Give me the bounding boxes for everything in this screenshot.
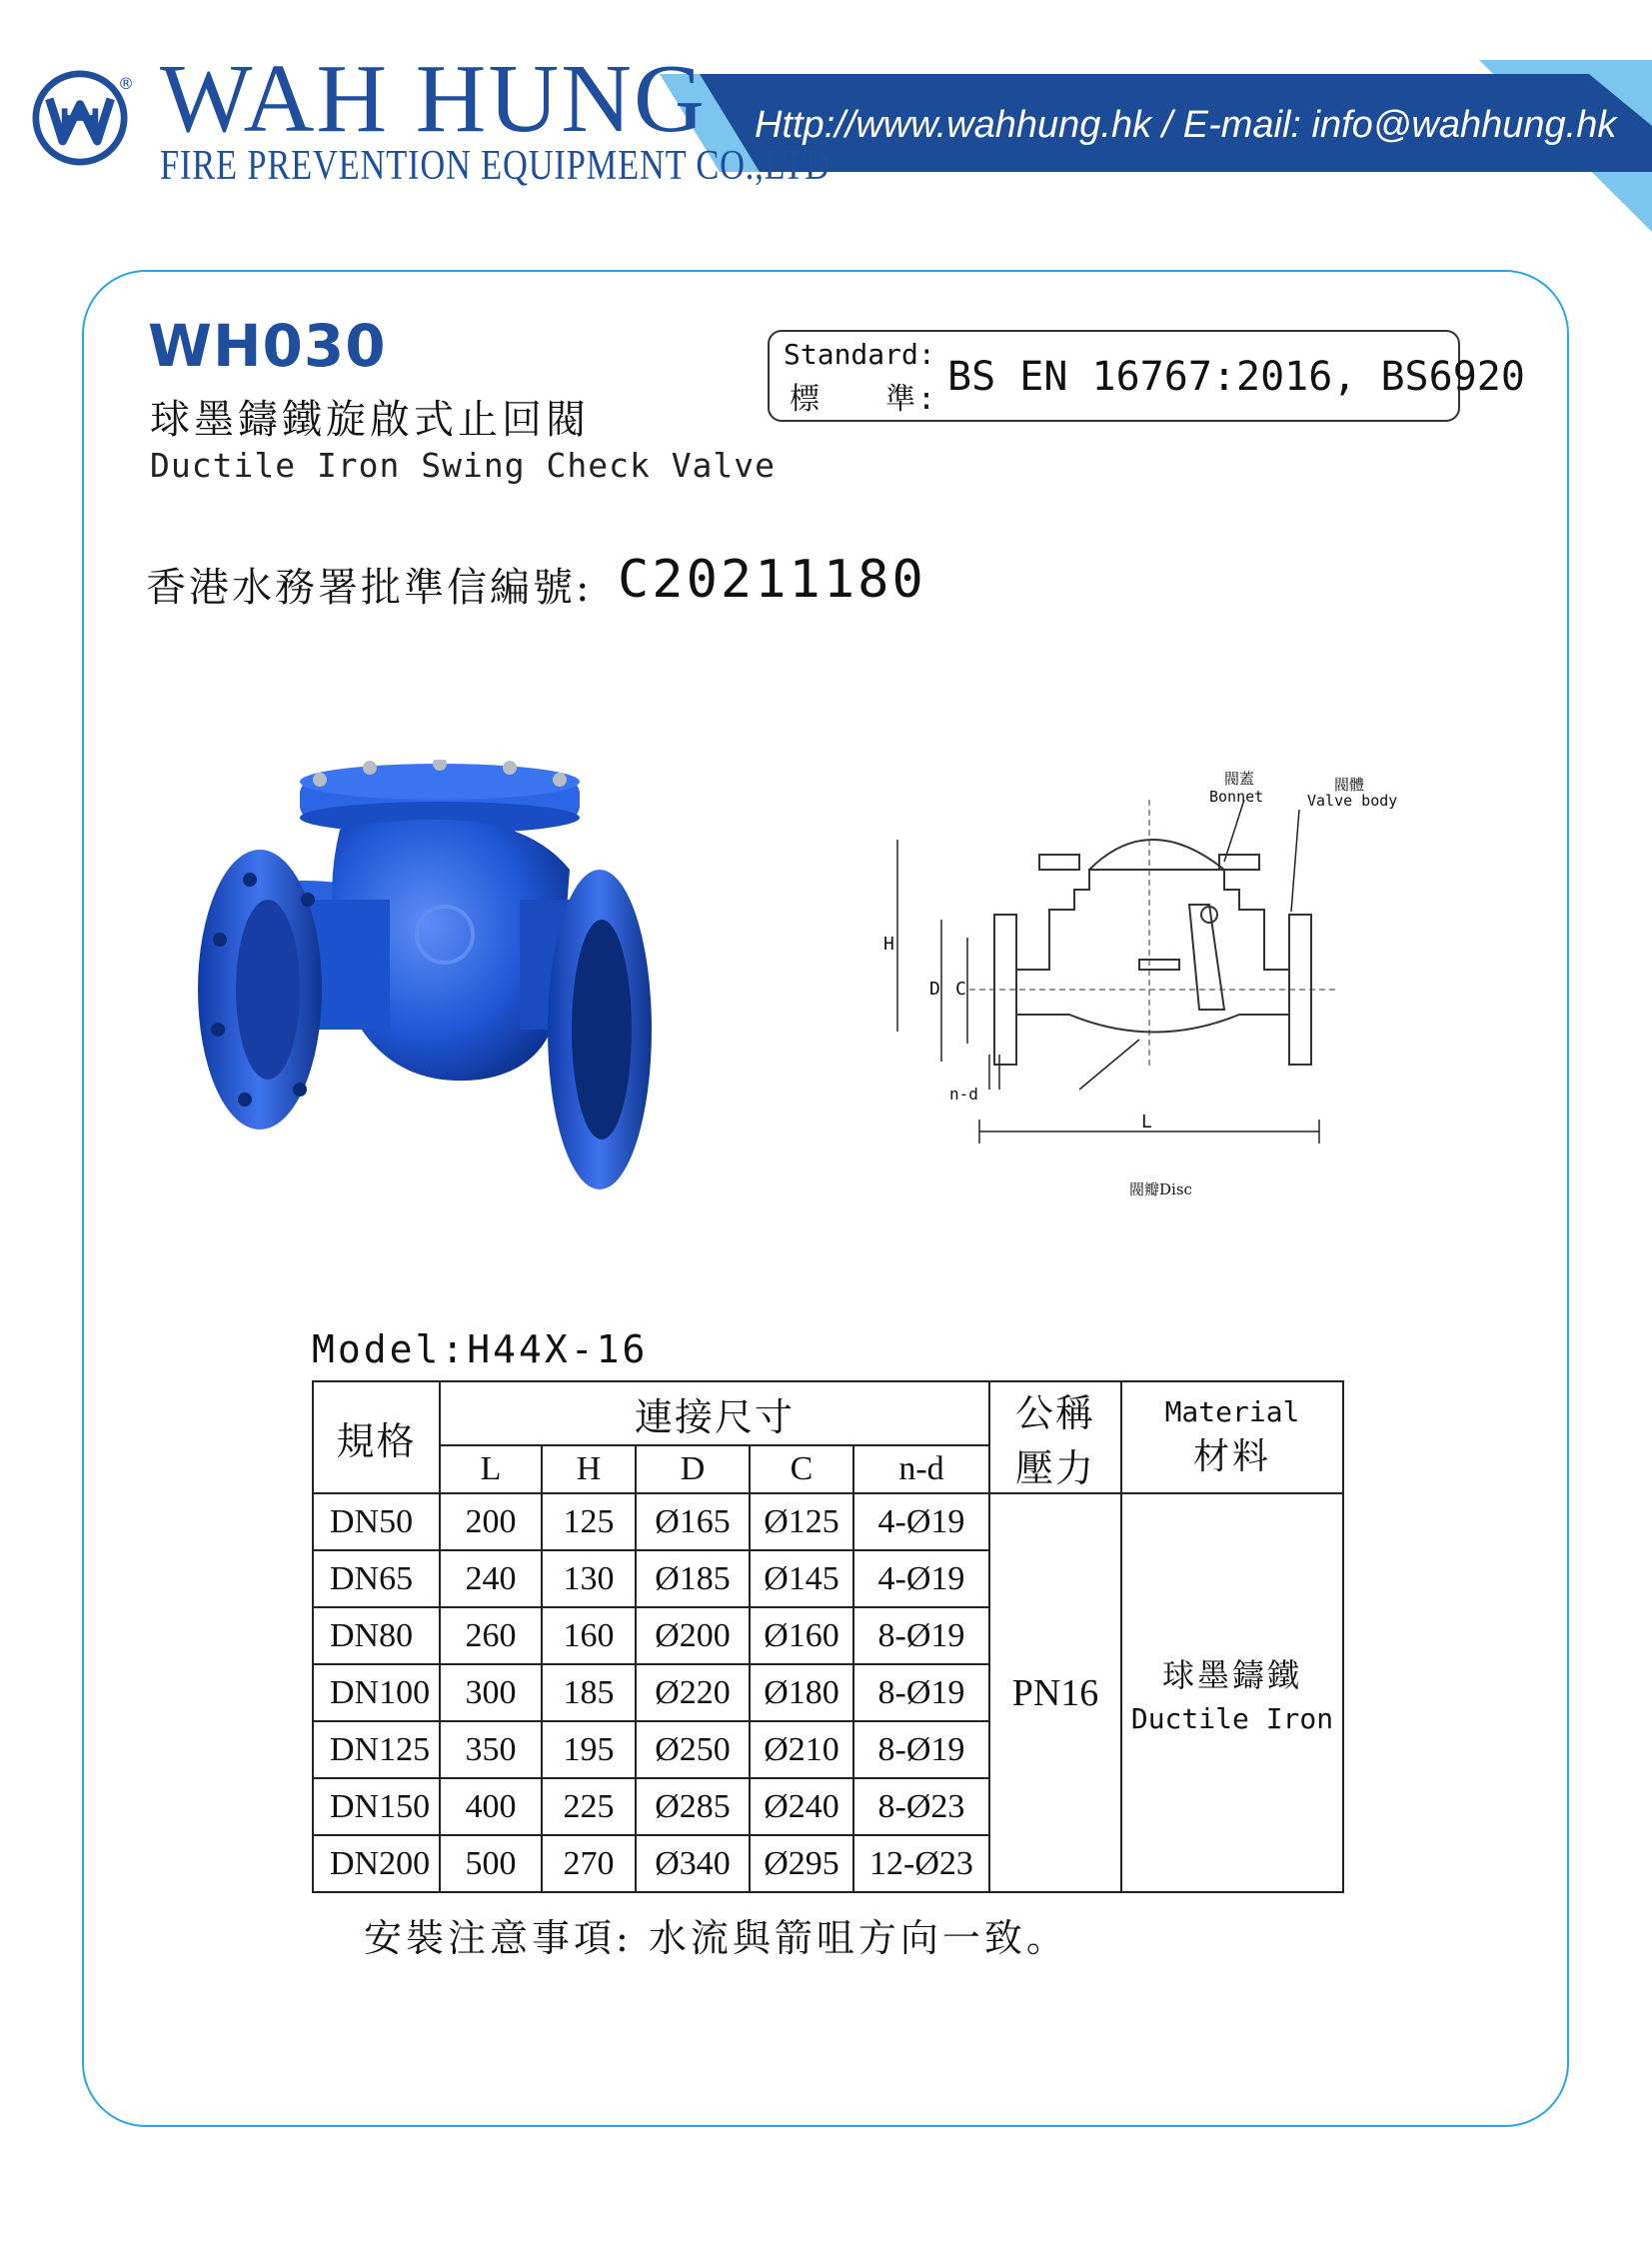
L-cell: 200: [440, 1493, 542, 1550]
header-pressure-line1: 公稱: [1014, 1393, 1095, 1435]
C-cell: Ø240: [750, 1778, 853, 1835]
H-cell: 270: [542, 1835, 636, 1892]
D-cell: Ø165: [636, 1493, 750, 1550]
company-subtitle: FIRE PREVENTION EQUIPMENT CO.,LTD: [160, 143, 830, 189]
approval-number: C20211180: [618, 550, 926, 610]
installation-note: 安裝注意事項: 水流與箭咀方向一致。: [364, 1916, 1068, 1960]
valve-photo: [190, 760, 670, 1199]
size-cell: DN100: [313, 1664, 440, 1721]
size-cell: DN50: [313, 1493, 440, 1550]
dim-C-label: C: [955, 979, 966, 1000]
pressure-cell: PN16: [989, 1493, 1121, 1892]
C-cell: Ø210: [750, 1721, 853, 1778]
nd-cell: 8-Ø19: [853, 1607, 989, 1664]
C-cell: Ø295: [750, 1835, 853, 1892]
size-cell: DN150: [313, 1778, 440, 1835]
dim-nd-label: n-d: [949, 1085, 978, 1104]
product-code: WH030: [148, 312, 387, 380]
nd-cell: 4-Ø19: [853, 1493, 989, 1550]
header-material: [1121, 1381, 1343, 1493]
approval-label: 香港水務署批準信編號:: [146, 565, 593, 611]
body-label-en: Valve body: [1307, 792, 1398, 810]
header-D: D: [636, 1445, 750, 1493]
header-material-zh: 材料: [1192, 1436, 1271, 1476]
model-label: Model:H44X-16: [312, 1327, 649, 1371]
D-cell: Ø285: [636, 1778, 750, 1835]
size-cell: DN80: [313, 1607, 440, 1664]
product-name-zh: 球墨鑄鐵旋啟式止回閥: [150, 397, 590, 443]
registered-mark: ®: [118, 74, 134, 93]
company-logo: [32, 70, 128, 166]
nd-cell: 4-Ø19: [853, 1550, 989, 1607]
company-name: WAH HUNG: [160, 45, 707, 153]
bonnet-label-en: Bonnet: [1209, 788, 1264, 806]
standard-value: BS EN 16767:2016, BS6920: [947, 354, 1525, 400]
nd-cell: 8-Ø19: [853, 1664, 989, 1721]
nd-cell: 12-Ø23: [853, 1835, 989, 1892]
standard-label-en: Standard:: [784, 338, 935, 371]
header-connection: 連接尺寸: [440, 1381, 989, 1445]
H-cell: 160: [542, 1607, 636, 1664]
L-cell: 500: [440, 1835, 542, 1892]
H-cell: 185: [542, 1664, 636, 1721]
H-cell: 225: [542, 1778, 636, 1835]
header-material-en: Material: [1164, 1395, 1300, 1428]
table-row: [313, 1493, 1343, 1550]
spec-table: [312, 1380, 1344, 1893]
material-cell: [1121, 1493, 1343, 1892]
header-nd: n-d: [853, 1445, 989, 1493]
material-zh: 球墨鑄鐵: [1161, 1657, 1302, 1693]
product-name-en: Ductile Iron Swing Check Valve: [150, 446, 777, 485]
body-label-zh: 閥體: [1334, 776, 1365, 794]
H-cell: 125: [542, 1493, 636, 1550]
D-cell: Ø220: [636, 1664, 750, 1721]
L-cell: 240: [440, 1550, 542, 1607]
H-cell: 130: [542, 1550, 636, 1607]
H-cell: 195: [542, 1721, 636, 1778]
C-cell: Ø145: [750, 1550, 853, 1607]
C-cell: Ø160: [750, 1607, 853, 1664]
size-cell: DN125: [313, 1721, 440, 1778]
D-cell: Ø340: [636, 1835, 750, 1892]
nd-cell: 8-Ø19: [853, 1721, 989, 1778]
header-C: C: [750, 1445, 853, 1493]
header-pressure-line2: 壓力: [1014, 1448, 1095, 1490]
bonnet-label-zh: 閥蓋: [1224, 770, 1255, 788]
standard-label-zh: 標 準:: [790, 382, 938, 417]
L-cell: 400: [440, 1778, 542, 1835]
disc-label: 閥瓣Disc: [1129, 1180, 1192, 1198]
dim-D-label: D: [929, 979, 940, 1000]
L-cell: 350: [440, 1721, 542, 1778]
nd-cell: 8-Ø23: [853, 1778, 989, 1835]
header-size: 規格: [313, 1381, 440, 1493]
header-H: H: [542, 1445, 636, 1493]
C-cell: Ø180: [750, 1664, 853, 1721]
D-cell: Ø250: [636, 1721, 750, 1778]
dim-L-label: L: [1141, 1112, 1152, 1132]
dim-H-label: H: [883, 934, 894, 955]
technical-drawing: [879, 770, 1419, 1259]
D-cell: Ø200: [636, 1607, 750, 1664]
L-cell: 260: [440, 1607, 542, 1664]
C-cell: Ø125: [750, 1493, 853, 1550]
D-cell: Ø185: [636, 1550, 750, 1607]
L-cell: 300: [440, 1664, 542, 1721]
header-L: L: [440, 1445, 542, 1493]
size-cell: DN200: [313, 1835, 440, 1892]
size-cell: DN65: [313, 1550, 440, 1607]
header-pressure: [989, 1381, 1121, 1493]
contact-info[interactable]: Http://www.wahhung.hk / E-mail: info@wahhung.hk: [755, 104, 1617, 146]
material-en: Ductile Iron: [1130, 1702, 1334, 1735]
